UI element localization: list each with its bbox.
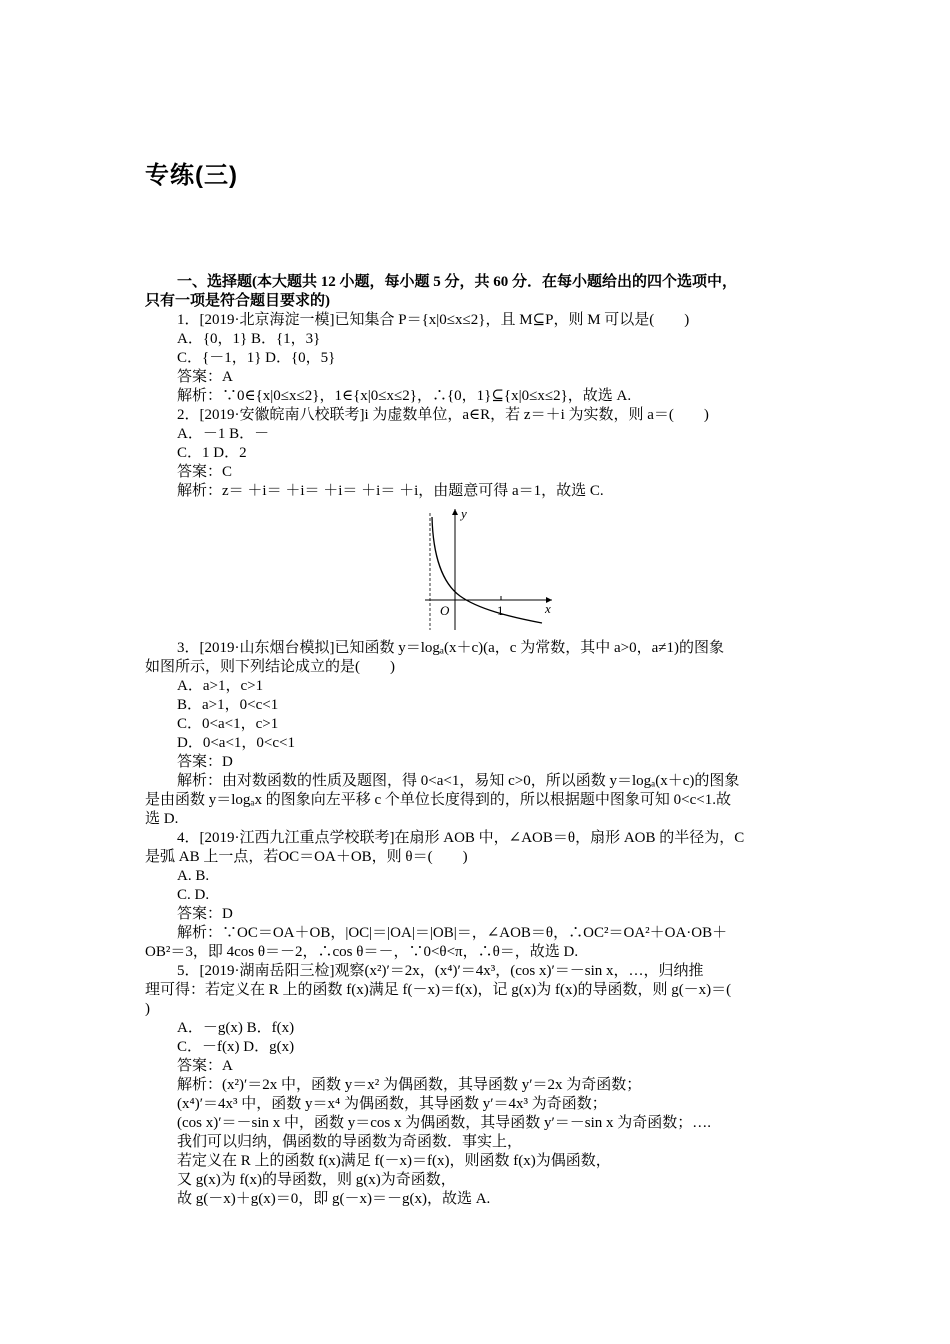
q1-analysis: 解析：∵0∈{x|0≤x≤2}，1∈{x|0≤x≤2}，∴{0，1}⊆{x|0≤x≤2}，故选 A. bbox=[177, 388, 632, 404]
q4-analysis-line1: 解析：∵OC＝OA＋OB，|OC|＝|OA|＝|OB|＝，∠AOB＝θ，∴OC²＝OA²＋OA·OB＋ bbox=[177, 925, 728, 941]
x-axis-label: x bbox=[545, 601, 551, 616]
q2-analysis: 解析：z＝ ＋i＝ ＋i＝ ＋i＝ ＋i＝ ＋i，由题意可得 a＝1，故选 C. bbox=[177, 483, 604, 499]
document-body bbox=[145, 273, 807, 1209]
q2-options-ab: A．－1 B．－ bbox=[177, 426, 270, 442]
q4-stem-line2: 是弧 AB 上一点，若OC＝OA＋OB，则 θ＝( ) bbox=[145, 849, 468, 865]
q3-analysis-line2: 是由函数 y＝logₐx 的图象向左平移 c 个单位长度得到的，所以根据题中图象可知 0<c<1.故 bbox=[145, 792, 732, 808]
q5-analysis-line5: 若定义在 R 上的函数 f(x)满足 f(－x)＝f(x)，则函数 f(x)为偶函数， bbox=[177, 1153, 611, 1169]
q4-answer: 答案：D bbox=[177, 906, 233, 922]
q2-stem: 2．[2019·安徽皖南八校联考]i 为虚数单位，a∈R，若 z＝＋i 为实数，则 a＝( ) bbox=[177, 407, 709, 423]
q3-option-d: D．0<a<1，0<c<1 bbox=[177, 735, 295, 751]
q3-option-b: B．a>1，0<c<1 bbox=[177, 697, 279, 713]
q5-analysis-line6: 又 g(x)为 f(x)的导函数，则 g(x)为奇函数， bbox=[177, 1172, 456, 1188]
q5-stem-line1: 5．[2019·湖南岳阳三检]观察(x²)′＝2x，(x⁴)′＝4x³，(cos x)′＝－sin x，…，归纳推 bbox=[177, 963, 704, 979]
q1-answer: 答案：A bbox=[177, 369, 233, 385]
q5-analysis-line7: 故 g(－x)＋g(x)＝0，即 g(－x)＝－g(x)，故选 A. bbox=[177, 1191, 491, 1207]
q5-answer: 答案：A bbox=[177, 1058, 233, 1074]
q4-analysis-line2: OB²＝3，即 4cos θ＝－2，∴cos θ＝－，∵0<θ<π，∴θ＝，故选 D. bbox=[145, 944, 579, 960]
section-heading-line1: 一、选择题(本大题共 12 小题，每小题 5 分，共 60 分．在每小题给出的四个选项中， bbox=[177, 274, 737, 290]
origin-label: O bbox=[440, 603, 450, 618]
q4-stem-line1: 4．[2019·江西九江重点学校联考]在扇形 AOB 中，∠AOB＝θ，扇形 AOB 的半径为，C bbox=[177, 830, 745, 846]
q3-stem-line2: 如图所示，则下列结论成立的是( ) bbox=[145, 659, 395, 675]
q5-options-cd: C．－f(x) D．g(x) bbox=[177, 1039, 295, 1055]
q1-options-ab: A．{0，1} B．{1，3} bbox=[177, 331, 321, 347]
q5-stem-line2: 理可得：若定义在 R 上的函数 f(x)满足 f(－x)＝f(x)，记 g(x)为 f(x)的导函数，则 g(－x)＝( bbox=[145, 982, 732, 998]
y-axis-arrow bbox=[452, 509, 458, 515]
q1-options-cd: C．{－1，1} D．{0，5} bbox=[177, 350, 336, 366]
y-axis-label: y bbox=[461, 506, 467, 521]
q3-option-a: A．a>1，c>1 bbox=[177, 678, 264, 694]
page-title: 专练(三) bbox=[145, 162, 238, 189]
q5-stem-line3: ) bbox=[145, 1001, 150, 1017]
q4-options-cd: C. D. bbox=[177, 887, 210, 903]
q2-options-cd: C．1 D．2 bbox=[177, 445, 247, 461]
q3-stem-line1: 3．[2019·山东烟台模拟]已知函数 y＝logₐ(x＋c)(a，c 为常数，其中 a>0，a≠1)的图象 bbox=[177, 640, 724, 656]
q4-options-ab: A. B. bbox=[177, 868, 210, 884]
tick-label-1: 1 bbox=[497, 603, 504, 618]
q5-analysis-line2: (x⁴)′＝4x³ 中，函数 y＝x⁴ 为偶函数，其导函数 y′＝4x³ 为奇函数； bbox=[177, 1096, 607, 1112]
q3-answer: 答案：D bbox=[177, 754, 233, 770]
section-heading-line2: 只有一项是符合题目要求的) bbox=[145, 293, 330, 309]
q5-options-ab: A．－g(x) B．f(x) bbox=[177, 1020, 295, 1036]
q5-analysis-line1: 解析：(x²)′＝2x 中，函数 y＝x² 为偶函数，其导函数 y′＝2x 为奇函数； bbox=[177, 1077, 642, 1093]
q3-option-c: C．0<a<1，c>1 bbox=[177, 716, 279, 732]
q3-analysis-line1: 解析：由对数函数的性质及题图，得 0<a<1，易知 c>0，所以函数 y＝logₐ(x＋c)的图象 bbox=[177, 773, 740, 789]
q2-answer: 答案：C bbox=[177, 464, 233, 480]
q5-analysis-line3: (cos x)′＝－sin x 中，函数 y＝cos x 为偶函数，其导函数 y′＝－sin x 为奇函数；…. bbox=[177, 1115, 712, 1131]
q1-stem: 1．[2019·北京海淀一模]已知集合 P＝{x|0≤x≤2}，且 M⊆P，则 M 可以是( ) bbox=[177, 312, 690, 328]
q5-analysis-line4: 我们可以归纳，偶函数的导函数为奇函数．事实上， bbox=[177, 1134, 523, 1150]
q3-analysis-line3: 选 D. bbox=[145, 811, 179, 827]
log-function-graph bbox=[420, 505, 555, 635]
